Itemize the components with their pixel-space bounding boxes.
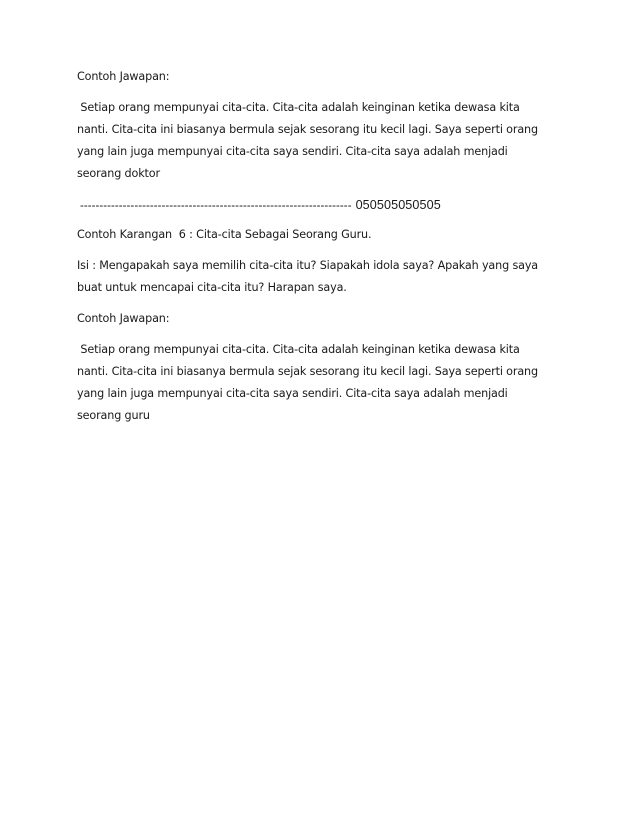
paragraph-line: seorang guru [77,409,150,422]
answer-paragraph-1 [77,97,567,185]
answer-paragraph-2 [77,339,567,427]
divider-dashes: ---------------------------------------------------------------------- [80,200,352,212]
answer-heading-2 [77,308,567,330]
essay-title [77,224,567,246]
paragraph-line: Setiap orang mempunyai cita-cita. Cita-cita adalah keinginan ketika dewasa kita [77,101,520,114]
heading-text: Contoh Jawapan: [77,70,170,83]
essay-content-points [77,255,567,299]
section-divider [77,194,567,217]
content-line: Isi : Mengapakah saya memilih cita-cita itu? Siapakah idola saya? Apakah yang saya [77,259,538,272]
essay-title-text: Contoh Karangan 6 : Cita-cita Sebagai Seorang Guru. [77,228,372,241]
paragraph-line: yang lain juga mempunyai cita-cita saya sendiri. Cita-cita saya adalah menjadi [77,145,508,158]
answer-heading-1 [77,66,567,88]
paragraph-line: seorang doktor [77,167,160,180]
heading-text: Contoh Jawapan: [77,312,170,325]
divider-code: 050505050505 [355,198,441,212]
paragraph-line: nanti. Cita-cita ini biasanya bermula sejak sesorang itu kecil lagi. Saya seperti orang [77,123,538,136]
paragraph-line: Setiap orang mempunyai cita-cita. Cita-cita adalah keinginan ketika dewasa kita [77,343,520,356]
document-body [77,66,567,436]
paragraph-line: nanti. Cita-cita ini biasanya bermula sejak sesorang itu kecil lagi. Saya seperti orang [77,365,538,378]
paragraph-line: yang lain juga mempunyai cita-cita saya sendiri. Cita-cita saya adalah menjadi [77,387,508,400]
content-line: buat untuk mencapai cita-cita itu? Harapan saya. [77,281,347,294]
